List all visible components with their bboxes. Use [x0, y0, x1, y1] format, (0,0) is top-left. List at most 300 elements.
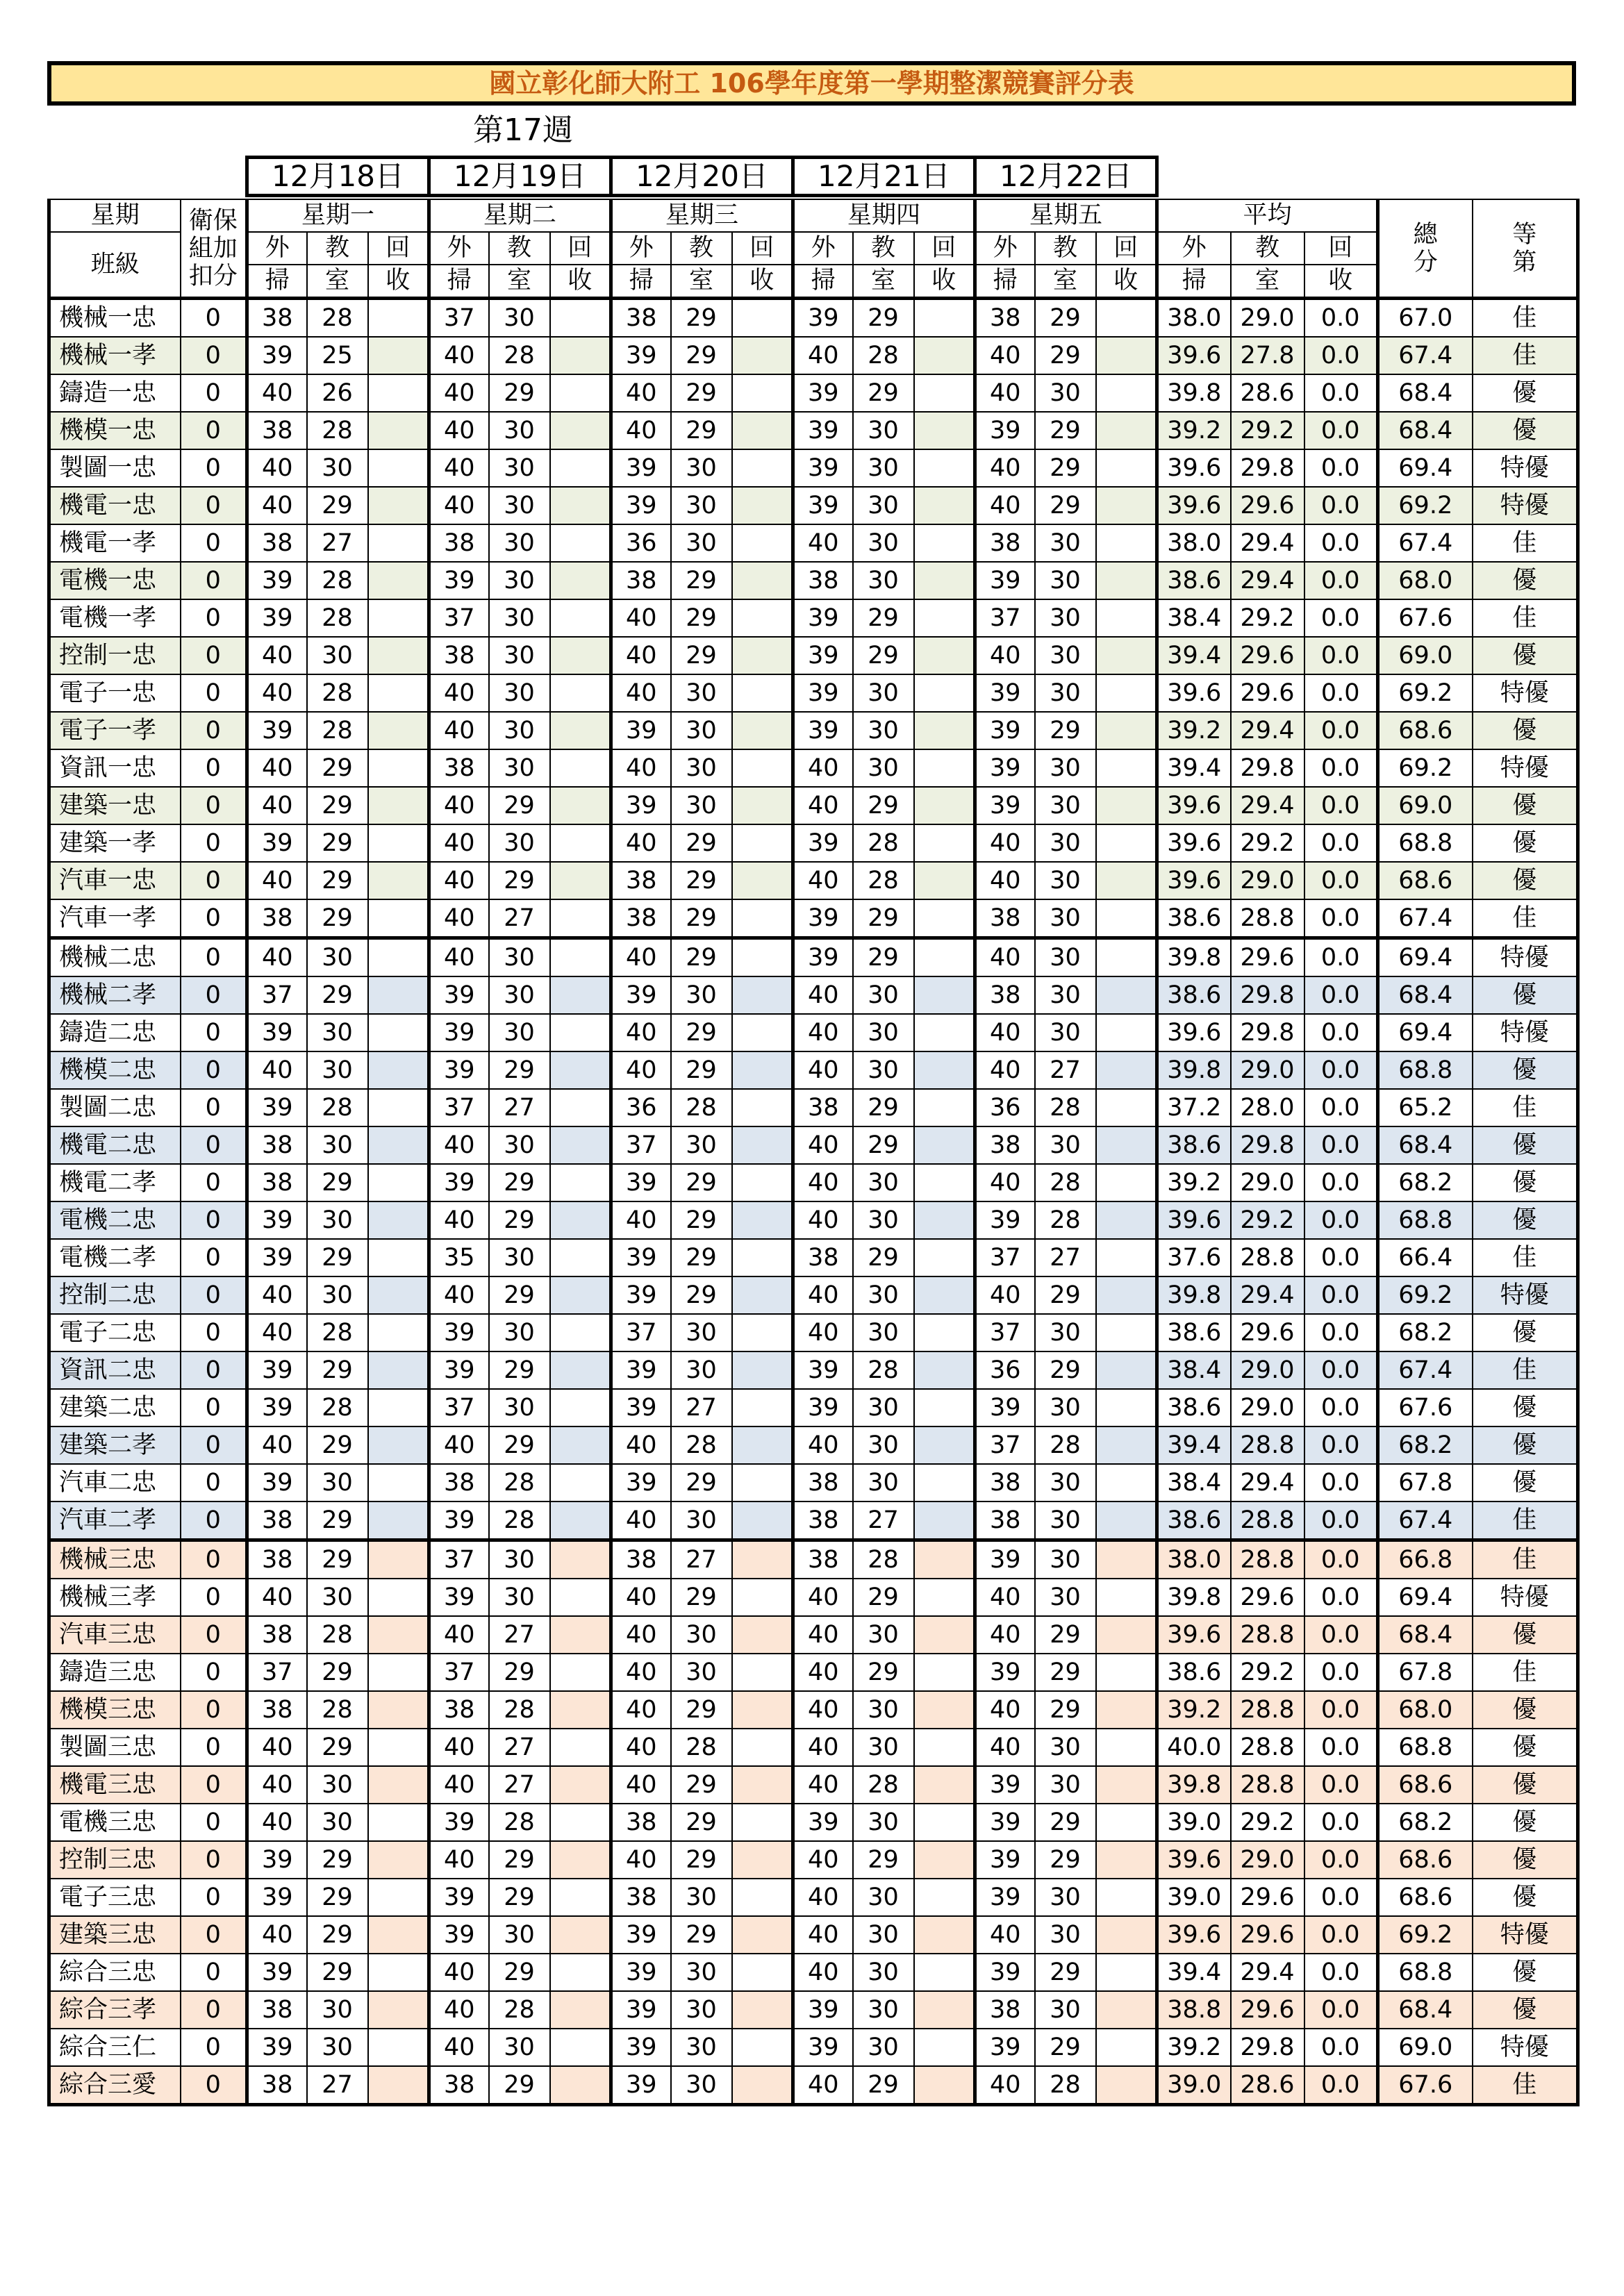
score-cell: 38: [247, 1501, 307, 1540]
total-cell: 69.4: [1378, 1014, 1473, 1051]
score-cell: 40: [247, 1051, 307, 1089]
score-cell: [1096, 1164, 1157, 1201]
total-header-char: 總: [1413, 220, 1438, 249]
score-cell: [732, 562, 793, 599]
score-cell: 30: [489, 412, 550, 449]
class-name-cell: 電機一忠: [49, 562, 181, 599]
average-cell: 37.2: [1157, 1089, 1231, 1126]
score-cell: 28: [853, 824, 914, 862]
grade-cell: 佳: [1473, 1540, 1578, 1579]
score-cell: 28: [489, 1804, 550, 1841]
average-cell: 0.0: [1304, 976, 1378, 1014]
score-cell: 30: [853, 487, 914, 524]
subheader-char: 掃: [429, 265, 489, 299]
class-name-cell: 汽車一孝: [49, 899, 181, 938]
score-cell: [550, 1540, 611, 1579]
score-cell: 30: [307, 1014, 368, 1051]
score-cell: 30: [489, 1014, 550, 1051]
score-cell: 30: [671, 1654, 732, 1691]
average-cell: 29.6: [1231, 1579, 1304, 1616]
table-row: [49, 1426, 1578, 1464]
score-cell: 40: [793, 1729, 853, 1766]
score-cell: 28: [1035, 2066, 1096, 2105]
score-cell: 27: [671, 1540, 732, 1579]
score-cell: 39: [247, 599, 307, 637]
table-row: [49, 1314, 1578, 1351]
score-cell: [1096, 1014, 1157, 1051]
score-cell: [914, 1501, 975, 1540]
score-cell: 40: [611, 599, 671, 637]
score-cell: [550, 1164, 611, 1201]
average-cell: 0.0: [1304, 1954, 1378, 1991]
score-cell: 39: [611, 1991, 671, 2029]
score-cell: [368, 1654, 429, 1691]
score-cell: 37: [975, 1426, 1035, 1464]
score-cell: 37: [611, 1126, 671, 1164]
score-cell: 40: [429, 1426, 489, 1464]
subheader-char: 外: [793, 232, 853, 265]
total-cell: 67.6: [1378, 2066, 1473, 2105]
score-cell: 37: [429, 1389, 489, 1426]
score-cell: 39: [429, 1916, 489, 1954]
score-cell: 40: [429, 1766, 489, 1804]
table-row: [49, 787, 1578, 824]
score-cell: [732, 2066, 793, 2105]
score-cell: 39: [611, 1916, 671, 1954]
score-cell: [368, 787, 429, 824]
score-cell: 29: [853, 1579, 914, 1616]
deduct-cell: 0: [181, 1051, 247, 1089]
score-cell: 39: [429, 976, 489, 1014]
score-cell: 30: [853, 1051, 914, 1089]
score-cell: 30: [1035, 787, 1096, 824]
average-cell: 0.0: [1304, 1991, 1378, 2029]
score-cell: 29: [307, 1239, 368, 1276]
class-name-cell: 控制一忠: [49, 637, 181, 674]
average-cell: 28.8: [1231, 1501, 1304, 1540]
score-cell: 29: [1035, 487, 1096, 524]
score-cell: 28: [307, 299, 368, 338]
deduct-cell: 0: [181, 712, 247, 749]
subheader-char: 回: [550, 232, 611, 265]
subheader-char: 回: [732, 232, 793, 265]
average-cell: 29.8: [1231, 2029, 1304, 2066]
score-cell: 30: [489, 674, 550, 712]
score-cell: 40: [975, 1051, 1035, 1089]
page-title: 國立彰化師大附工 106學年度第一學期整潔競賽評分表: [47, 61, 1576, 106]
score-cell: 30: [489, 1540, 550, 1579]
deduct-cell: 0: [181, 2066, 247, 2105]
score-cell: 30: [489, 749, 550, 787]
score-cell: 38: [611, 862, 671, 899]
score-cell: 28: [307, 1389, 368, 1426]
average-cell: 39.6: [1157, 862, 1231, 899]
score-cell: [732, 449, 793, 487]
score-cell: [1096, 1841, 1157, 1879]
score-cell: 40: [247, 674, 307, 712]
score-cell: 38: [975, 976, 1035, 1014]
class-name-cell: 建築二忠: [49, 1389, 181, 1426]
score-cell: 40: [429, 487, 489, 524]
score-cell: 38: [247, 1691, 307, 1729]
score-cell: 40: [247, 1766, 307, 1804]
date-cell-fri: 12月22日: [975, 158, 1157, 196]
score-cell: 40: [793, 1164, 853, 1201]
score-cell: [732, 824, 793, 862]
score-cell: 29: [671, 899, 732, 938]
score-cell: [550, 1616, 611, 1654]
score-cell: 28: [307, 1314, 368, 1351]
average-cell: 0.0: [1304, 1201, 1378, 1239]
score-cell: 40: [793, 1276, 853, 1314]
grade-cell: 優: [1473, 1126, 1578, 1164]
score-cell: 40: [429, 374, 489, 412]
score-cell: 38: [793, 1540, 853, 1579]
average-cell: 0.0: [1304, 1879, 1378, 1916]
grade-cell: 優: [1473, 374, 1578, 412]
score-cell: 39: [793, 599, 853, 637]
score-cell: 40: [975, 1616, 1035, 1654]
average-cell: 29.2: [1231, 412, 1304, 449]
average-cell: 0.0: [1304, 1841, 1378, 1879]
class-name-cell: 鑄造三忠: [49, 1654, 181, 1691]
deduct-header-line: 衛保: [188, 206, 238, 235]
score-cell: [1096, 1276, 1157, 1314]
average-cell: 39.4: [1157, 1426, 1231, 1464]
score-cell: 38: [429, 749, 489, 787]
score-cell: [550, 374, 611, 412]
score-cell: 27: [489, 1729, 550, 1766]
average-cell: 0.0: [1304, 1051, 1378, 1089]
subheader-char: 掃: [793, 265, 853, 299]
average-cell: 38.0: [1157, 1540, 1231, 1579]
score-cell: 40: [429, 824, 489, 862]
class-name-cell: 製圖二忠: [49, 1089, 181, 1126]
score-cell: 27: [307, 2066, 368, 2105]
score-cell: 38: [429, 524, 489, 562]
score-cell: 40: [611, 749, 671, 787]
score-cell: [368, 1841, 429, 1879]
score-cell: 30: [1035, 749, 1096, 787]
total-cell: 68.4: [1378, 1991, 1473, 2029]
grade-cell: 特優: [1473, 674, 1578, 712]
score-cell: [550, 712, 611, 749]
score-cell: 39: [793, 449, 853, 487]
grade-cell: 優: [1473, 1766, 1578, 1804]
date-row: [245, 156, 1159, 197]
total-cell: 69.0: [1378, 787, 1473, 824]
score-cell: 28: [1035, 1089, 1096, 1126]
score-cell: 40: [247, 787, 307, 824]
average-cell: 0.0: [1304, 1426, 1378, 1464]
score-cell: [368, 1464, 429, 1501]
score-cell: 40: [975, 374, 1035, 412]
score-cell: 28: [671, 1426, 732, 1464]
average-cell: 28.6: [1231, 2066, 1304, 2105]
score-cell: 29: [853, 2066, 914, 2105]
score-cell: 38: [975, 299, 1035, 338]
grade-header: [1473, 199, 1578, 299]
score-cell: 30: [489, 1126, 550, 1164]
date-cell-mon: 12月18日: [247, 158, 429, 196]
score-cell: 40: [611, 1691, 671, 1729]
score-cell: 39: [611, 449, 671, 487]
score-cell: 29: [307, 487, 368, 524]
table-row: [49, 1201, 1578, 1239]
average-cell: 0.0: [1304, 1804, 1378, 1841]
score-cell: 40: [611, 1051, 671, 1089]
table-row: [49, 1729, 1578, 1766]
score-cell: 28: [1035, 1426, 1096, 1464]
score-cell: [1096, 1916, 1157, 1954]
score-cell: 30: [489, 712, 550, 749]
score-cell: 39: [611, 2066, 671, 2105]
class-name-cell: 鑄造二忠: [49, 1014, 181, 1051]
deduct-cell: 0: [181, 1126, 247, 1164]
score-cell: 29: [671, 1464, 732, 1501]
score-cell: 29: [307, 1164, 368, 1201]
score-cell: 40: [975, 938, 1035, 977]
average-cell: 39.4: [1157, 749, 1231, 787]
score-cell: 29: [489, 1051, 550, 1089]
score-cell: 29: [671, 1201, 732, 1239]
average-cell: 28.6: [1231, 374, 1304, 412]
score-cell: 27: [1035, 1051, 1096, 1089]
grade-cell: 優: [1473, 1616, 1578, 1654]
score-cell: 39: [611, 1464, 671, 1501]
score-cell: [732, 637, 793, 674]
score-cell: [1096, 412, 1157, 449]
score-cell: 40: [793, 2066, 853, 2105]
score-cell: 40: [429, 449, 489, 487]
score-cell: [732, 1426, 793, 1464]
score-cell: [368, 899, 429, 938]
average-cell: 0.0: [1304, 337, 1378, 374]
score-cell: 40: [247, 1579, 307, 1616]
average-cell: 38.6: [1157, 562, 1231, 599]
table-row: [49, 1691, 1578, 1729]
class-name-cell: 電機一孝: [49, 599, 181, 637]
score-cell: 29: [853, 1126, 914, 1164]
score-cell: 25: [307, 337, 368, 374]
score-cell: 30: [489, 938, 550, 977]
score-cell: [732, 749, 793, 787]
deduct-cell: 0: [181, 1239, 247, 1276]
average-cell: 29.2: [1231, 1654, 1304, 1691]
average-cell: 39.6: [1157, 674, 1231, 712]
deduct-cell: 0: [181, 1014, 247, 1051]
score-cell: 39: [611, 1276, 671, 1314]
average-cell: 0.0: [1304, 1766, 1378, 1804]
score-cell: 30: [489, 599, 550, 637]
subheader-char: 收: [368, 265, 429, 299]
score-cell: [1096, 1654, 1157, 1691]
total-cell: 68.6: [1378, 1879, 1473, 1916]
score-cell: [914, 1729, 975, 1766]
score-cell: [368, 749, 429, 787]
score-cell: 30: [1035, 674, 1096, 712]
score-cell: 30: [1035, 1314, 1096, 1351]
table-row: [49, 337, 1578, 374]
score-cell: [732, 599, 793, 637]
score-cell: 29: [671, 1916, 732, 1954]
class-name-cell: 機電三忠: [49, 1766, 181, 1804]
score-cell: 29: [671, 1164, 732, 1201]
score-cell: 39: [429, 562, 489, 599]
score-cell: 27: [307, 524, 368, 562]
table-row: [49, 524, 1578, 562]
score-cell: 39: [611, 1351, 671, 1389]
table-row: [49, 1991, 1578, 2029]
table-row: [49, 412, 1578, 449]
deduct-cell: 0: [181, 938, 247, 977]
average-cell: 0.0: [1304, 1540, 1378, 1579]
score-cell: 29: [1035, 712, 1096, 749]
average-cell: 29.0: [1231, 862, 1304, 899]
score-cell: [550, 449, 611, 487]
deduct-cell: 0: [181, 1991, 247, 2029]
score-cell: 28: [307, 674, 368, 712]
score-cell: 30: [489, 562, 550, 599]
deduct-cell: 0: [181, 1501, 247, 1540]
average-cell: 29.0: [1231, 1841, 1304, 1879]
average-cell: 28.8: [1231, 1540, 1304, 1579]
score-cell: 38: [611, 1879, 671, 1916]
score-cell: 30: [489, 1314, 550, 1351]
score-cell: 29: [671, 1239, 732, 1276]
deduct-cell: 0: [181, 1916, 247, 1954]
score-cell: [732, 487, 793, 524]
score-cell: 40: [793, 1014, 853, 1051]
score-cell: [368, 1954, 429, 1991]
score-cell: [1096, 1089, 1157, 1126]
score-cell: 39: [611, 1239, 671, 1276]
score-cell: 38: [247, 1540, 307, 1579]
grade-cell: 佳: [1473, 337, 1578, 374]
deduct-cell: 0: [181, 487, 247, 524]
total-cell: 68.4: [1378, 1616, 1473, 1654]
score-cell: 30: [671, 487, 732, 524]
average-cell: 0.0: [1304, 1616, 1378, 1654]
class-name-cell: 電子一忠: [49, 674, 181, 712]
score-cell: 40: [429, 1991, 489, 2029]
score-cell: 30: [671, 1351, 732, 1389]
score-cell: 30: [853, 1991, 914, 2029]
subheader-char: 收: [1304, 265, 1378, 299]
score-cell: 29: [307, 1654, 368, 1691]
score-cell: 30: [489, 1389, 550, 1426]
grade-cell: 優: [1473, 1464, 1578, 1501]
score-cell: 29: [307, 787, 368, 824]
header-row-sub: [49, 265, 1578, 299]
class-name-cell: 綜合三愛: [49, 2066, 181, 2105]
score-cell: [914, 1691, 975, 1729]
class-name-cell: 機電二孝: [49, 1164, 181, 1201]
score-cell: 39: [793, 1804, 853, 1841]
score-cell: 27: [853, 1501, 914, 1540]
subheader-char: 室: [853, 265, 914, 299]
score-cell: [368, 487, 429, 524]
score-cell: [368, 824, 429, 862]
average-cell: 39.6: [1157, 1916, 1231, 1954]
score-cell: [914, 1089, 975, 1126]
score-cell: 40: [611, 1766, 671, 1804]
score-cell: 39: [975, 2029, 1035, 2066]
score-cell: [914, 1426, 975, 1464]
score-cell: 30: [853, 1389, 914, 1426]
score-cell: 39: [793, 299, 853, 338]
class-name-cell: 電機二忠: [49, 1201, 181, 1239]
grade-cell: 佳: [1473, 2066, 1578, 2105]
score-cell: [732, 1089, 793, 1126]
score-cell: 40: [793, 1579, 853, 1616]
average-cell: 29.6: [1231, 1991, 1304, 2029]
grade-cell: 優: [1473, 1729, 1578, 1766]
table-row: [49, 1954, 1578, 1991]
average-cell: 0.0: [1304, 824, 1378, 862]
score-cell: [1096, 749, 1157, 787]
score-cell: 29: [489, 1276, 550, 1314]
score-cell: 37: [975, 1239, 1035, 1276]
average-cell: 38.8: [1157, 1991, 1231, 2029]
table-row: [49, 1766, 1578, 1804]
score-cell: 30: [671, 524, 732, 562]
score-cell: 40: [611, 674, 671, 712]
score-cell: 40: [975, 862, 1035, 899]
deduct-cell: 0: [181, 674, 247, 712]
score-cell: [914, 562, 975, 599]
score-cell: 38: [247, 1991, 307, 2029]
score-cell: [732, 1579, 793, 1616]
score-cell: [732, 412, 793, 449]
score-cell: 40: [611, 1579, 671, 1616]
score-cell: 39: [611, 337, 671, 374]
score-cell: 29: [853, 374, 914, 412]
class-name-cell: 機械三忠: [49, 1540, 181, 1579]
deduct-cell: 0: [181, 524, 247, 562]
grade-cell: 佳: [1473, 524, 1578, 562]
score-cell: 40: [429, 674, 489, 712]
score-cell: 37: [975, 599, 1035, 637]
score-cell: 39: [793, 824, 853, 862]
class-name-cell: 綜合三忠: [49, 1954, 181, 1991]
average-cell: 39.8: [1157, 1766, 1231, 1804]
score-cell: 30: [307, 1201, 368, 1239]
score-cell: 38: [247, 2066, 307, 2105]
score-cell: 30: [853, 1729, 914, 1766]
deduct-header: [181, 199, 247, 299]
average-cell: 38.6: [1157, 1654, 1231, 1691]
score-cell: 40: [611, 374, 671, 412]
score-cell: 40: [611, 1729, 671, 1766]
score-cell: [550, 899, 611, 938]
score-cell: [368, 599, 429, 637]
score-cell: 29: [671, 1841, 732, 1879]
score-cell: 39: [611, 712, 671, 749]
score-cell: [732, 1051, 793, 1089]
deduct-cell: 0: [181, 824, 247, 862]
score-cell: 40: [793, 1051, 853, 1089]
total-cell: 69.2: [1378, 674, 1473, 712]
score-cell: 39: [975, 412, 1035, 449]
average-cell: 39.2: [1157, 712, 1231, 749]
score-cell: 28: [1035, 1164, 1096, 1201]
score-cell: [1096, 899, 1157, 938]
score-cell: 30: [307, 1579, 368, 1616]
table-row: [49, 1916, 1578, 1954]
day-header: 星期三: [611, 199, 793, 232]
score-cell: [368, 1691, 429, 1729]
